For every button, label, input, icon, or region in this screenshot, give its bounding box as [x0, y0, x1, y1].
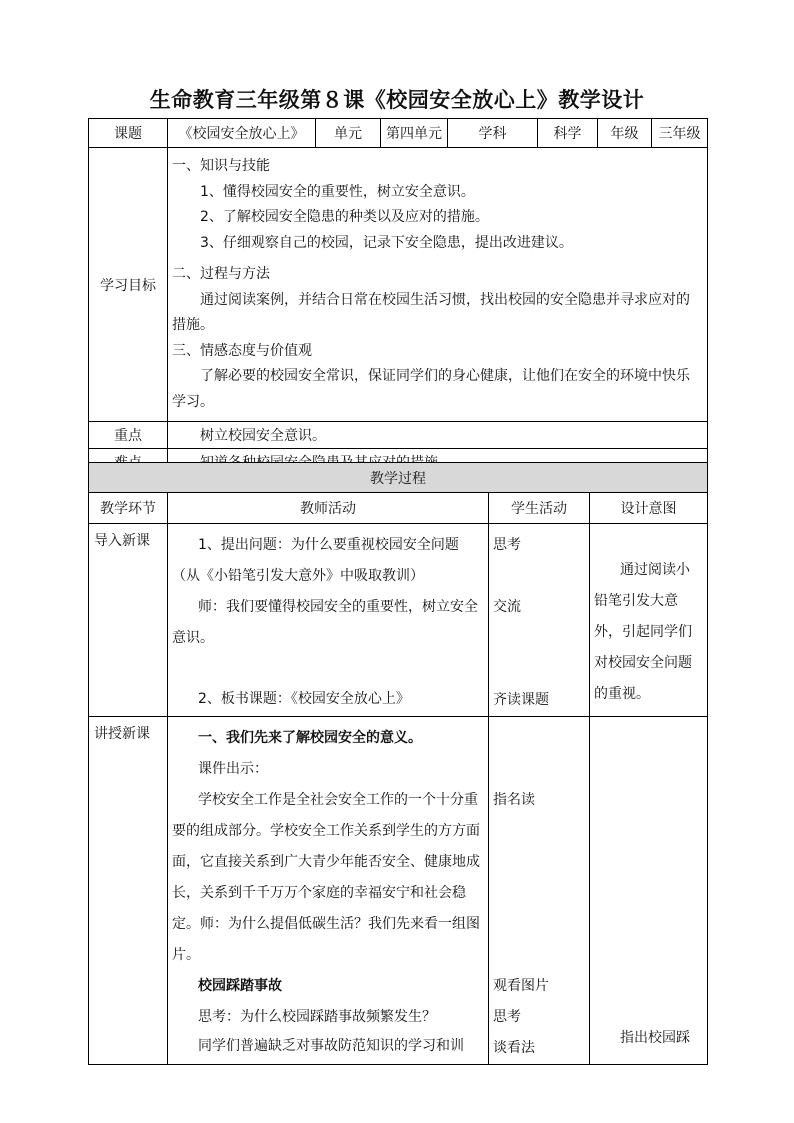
lecture-paragraph: 学校安全工作是全社会安全工作的一个十分重要的组成部分。学校安全工作关系到学生的方方面面，它直接关系到广大青少年能否安全、健康地成长，关系到千千万万个家庭的幸福安宁和社会稳定。师：为什么提倡低碳生活？我们先来看一组图片。 [172, 792, 480, 963]
key-point-text: 树立校园安全意识。 [168, 422, 708, 449]
objective-section-3-text: 了解必要的校园安全常识，保证同学们的身心健康，让他们在安全的环境中快乐学习。 [172, 368, 690, 410]
lecture-student-2: 观看图片 [493, 978, 549, 994]
intro-student-1: 思考 [493, 537, 521, 553]
unit-value: 第四单元 [381, 119, 448, 148]
unit-label: 单元 [316, 119, 381, 148]
lecture-student-3: 思考 [493, 1009, 521, 1025]
objectives-cell [168, 148, 708, 422]
intro-intent: 通过阅读小铅笔引发大意外，引起同学们对校园安全问题的重视。 [594, 562, 692, 702]
col-intent: 设计意图 [590, 493, 708, 524]
key-point-label: 重点 [89, 422, 168, 449]
col-teacher: 教师活动 [168, 493, 489, 524]
col-stage: 教学环节 [89, 493, 168, 524]
intro-intent-cell [590, 524, 708, 717]
lesson-info-table [88, 118, 708, 476]
grade-value: 三年级 [652, 119, 708, 148]
topic-value: 《校园安全放心上》 [168, 119, 316, 148]
col-student: 学生活动 [489, 493, 590, 524]
intro-teacher-3: 2、板书课题：《校园安全放心上》 [198, 691, 410, 707]
subject-value: 科学 [538, 119, 598, 148]
intro-stage: 导入新课 [89, 524, 168, 717]
lecture-teacher-cell [168, 717, 489, 1065]
objective-item-1: 1、懂得校园安全的重要性，树立安全意识。 [200, 183, 475, 200]
page-title: 生命教育三年级第８课《校园安全放心上》教学设计 [149, 87, 645, 112]
lecture-think: 思考：为什么校园踩踏事故频繁发生？ [198, 1009, 436, 1025]
objectives-label: 学习目标 [89, 148, 168, 422]
grade-label: 年级 [598, 119, 652, 148]
intro-teacher-cell [168, 524, 489, 717]
teaching-process-table [88, 462, 708, 1065]
intro-teacher-2: 师：我们要懂得校园安全的重要性，树立安全意识。 [172, 599, 478, 646]
topic-label: 课题 [89, 119, 168, 148]
lecture-intent-cell [590, 717, 708, 1065]
objective-section-1: 一、知识与技能 [172, 158, 270, 174]
process-header: 教学过程 [89, 463, 708, 493]
lecture-stage: 讲授新课 [89, 717, 168, 1065]
lecture-student-cell [489, 717, 590, 1065]
lecture-student-4: 谈看法 [493, 1040, 535, 1056]
objective-section-3: 三、情感态度与价值观 [172, 342, 312, 359]
objective-item-2: 2、了解校园安全隐患的种类以及应对的措施。 [200, 209, 489, 225]
intro-student-2: 交流 [493, 599, 521, 615]
objective-item-3: 3、仔细观察自己的校园，记录下安全隐患，提出改进建议。 [200, 234, 573, 251]
intro-student-3: 齐读课题 [493, 692, 549, 708]
objective-section-2-text: 通过阅读案例，并结合日常在校园生活习惯，找出校园的安全隐患并寻求应对的措施。 [172, 291, 690, 333]
lecture-last-line: 同学们普遍缺乏对事故防范知识的学习和训 [198, 1038, 464, 1054]
lecture-heading: 一、我们先来了解校园安全的意义。 [198, 730, 422, 746]
lecture-show: 课件出示： [198, 761, 268, 777]
lecture-subheading: 校园踩踏事故 [198, 978, 282, 994]
lecture-intent: 指出校园踩 [620, 1030, 690, 1046]
intro-student-cell [489, 524, 590, 717]
subject-label: 学科 [448, 119, 538, 148]
objective-section-2: 二、过程与方法 [172, 266, 270, 282]
intro-teacher-1: 1、提出问题：为什么要重视校园安全问题（从《小铅笔引发大意外》中吸取教训） [172, 537, 459, 584]
lecture-student-1: 指名读 [493, 792, 535, 808]
